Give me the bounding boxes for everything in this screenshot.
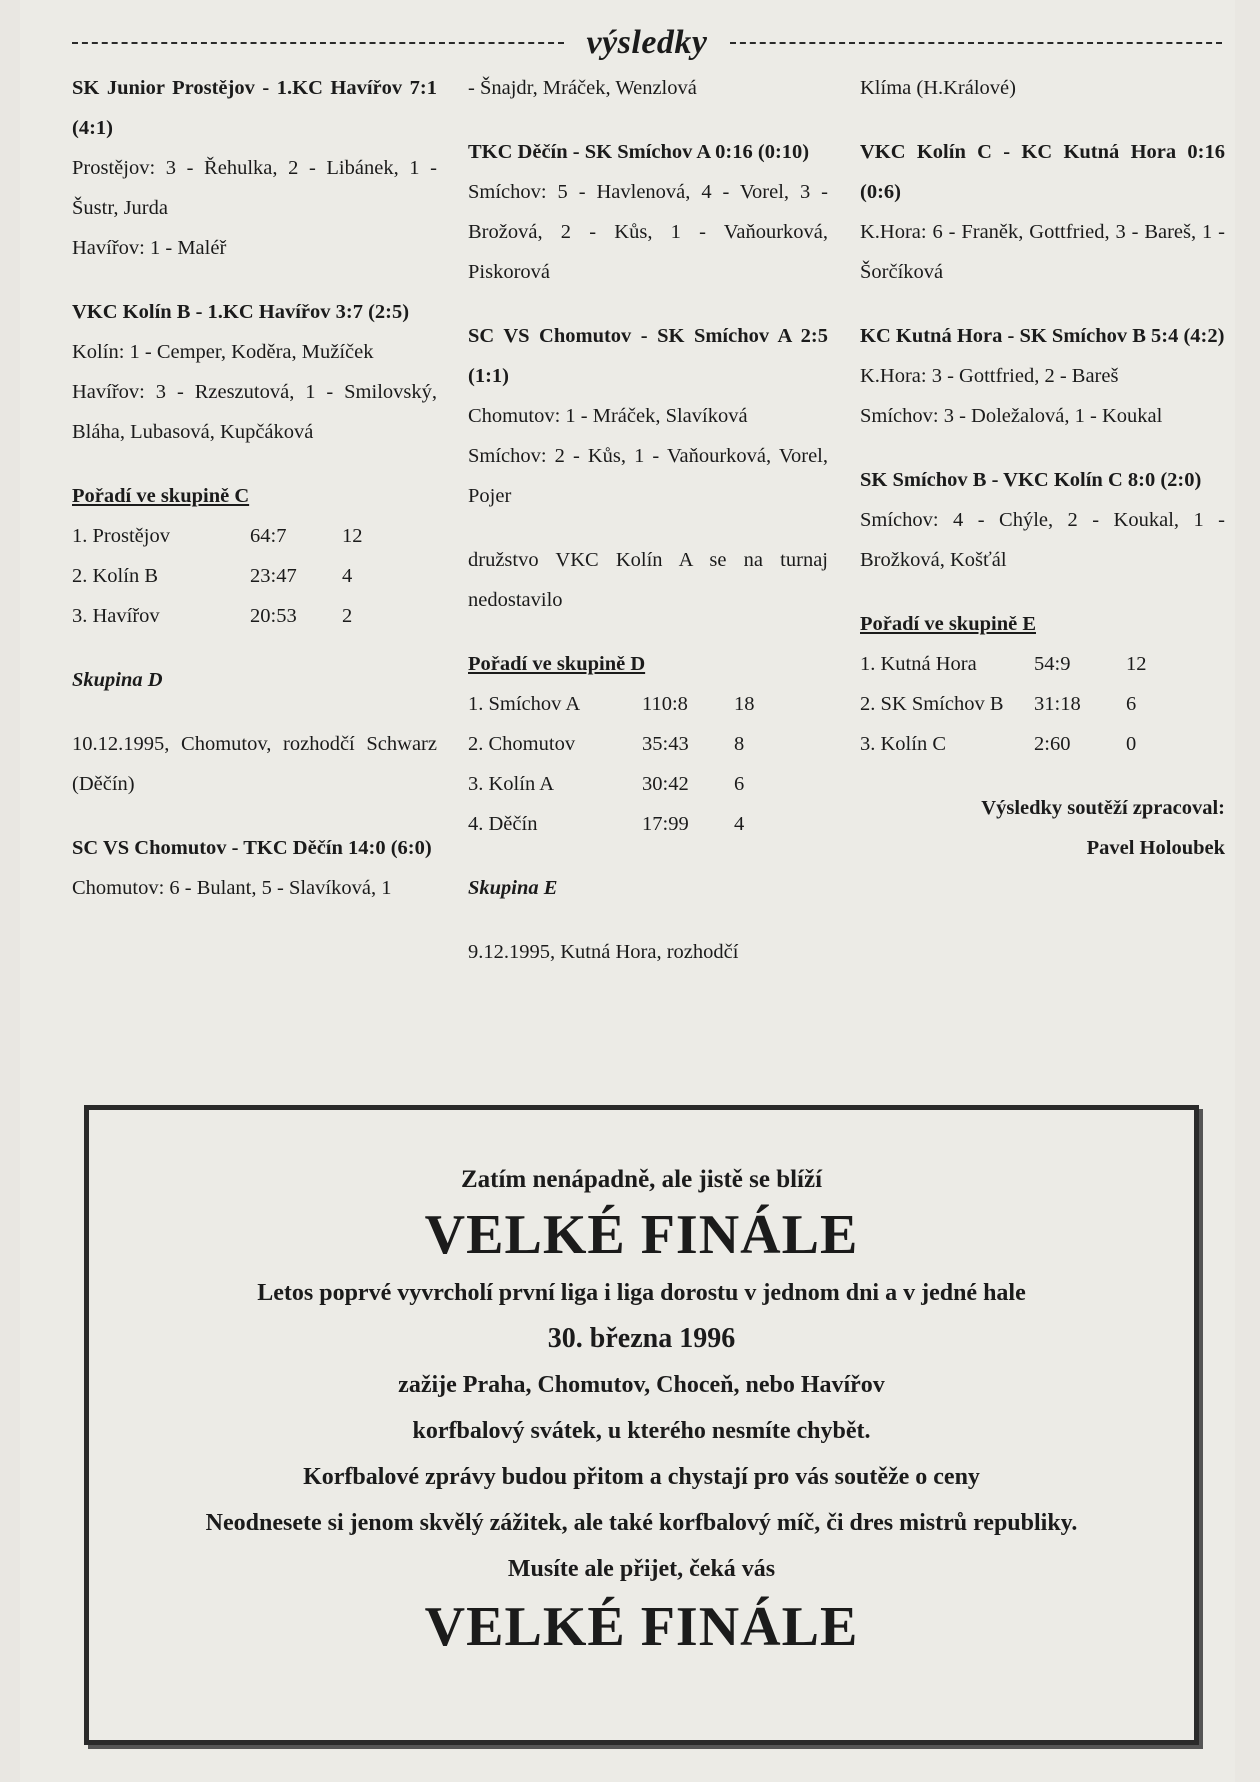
team-score: 17:99: [642, 813, 689, 835]
match-title: KC Kutná Hora - SK Smíchov B 5:4 (4:2): [860, 325, 1225, 347]
scorers-line: Kolín: 1 - Cemper, Koděra, Mužíček: [72, 341, 374, 363]
scorers-line: Smíchov: 4 - Chýle, 2 - Koukal, 1 - Brožková, Košťál: [860, 509, 1225, 571]
announcement-line: korfbalový svátek, u kterého nesmíte chybět.: [412, 1418, 871, 1444]
announcement-line: Korfbalové zprávy budou přitom a chystají pro vás soutěže o ceny: [303, 1464, 980, 1490]
team-score: 2:60: [1034, 733, 1071, 755]
scorers-line: Prostějov: 3 - Řehulka, 2 - Libánek, 1 - Šustr, Jurda: [72, 157, 437, 219]
scorers-line: - Šnajdr, Mráček, Wenzlová: [468, 77, 697, 99]
team-score: 31:18: [1034, 693, 1081, 715]
match-title: SC VS Chomutov - TKC Děčín 14:0 (6:0): [72, 837, 432, 859]
match-report: [860, 316, 1225, 436]
note-text: družstvo VKC Kolín A se na turnaj nedostavilo: [468, 549, 828, 611]
team-score: 20:53: [250, 605, 297, 627]
scorers-line: K.Hora: 6 - Franěk, Gottfried, 3 - Bareš, 1 - Šorčíková: [860, 221, 1225, 283]
team-name: 1. Kutná Hora: [860, 653, 977, 675]
column-3: [860, 68, 1225, 868]
spacer: [72, 700, 437, 724]
continued-text: [860, 68, 1225, 108]
announcement-line: Neodnesete si jenom skvělý zážitek, ale také korfbalový míč, či dres mistrů republiky.: [205, 1510, 1078, 1536]
standings-table: [860, 604, 1225, 764]
match-report: [468, 132, 828, 292]
credit-author: Pavel Holoubek: [1086, 837, 1225, 859]
column-2: [468, 68, 828, 996]
header-rule-left: [72, 42, 564, 44]
announcement-line: zažije Praha, Chomutov, Choceň, nebo Havířov: [398, 1372, 885, 1398]
match-title: VKC Kolín B - 1.KC Havířov 3:7 (2:5): [72, 301, 410, 323]
spacer: [468, 908, 828, 932]
match-report: [860, 132, 1225, 292]
standings-table: [72, 476, 437, 636]
standings-title: Pořadí ve skupině D: [468, 653, 646, 675]
team-points: 4: [342, 565, 353, 587]
standings-row: [72, 556, 437, 596]
scorers-line: Smíchov: 5 - Havlenová, 4 - Vorel, 3 - Brožová, 2 - Kůs, 1 - Vaňourková, Piskorová: [468, 181, 828, 283]
scorers-line: K.Hora: 3 - Gottfried, 2 - Bareš: [860, 365, 1119, 387]
group-info: 10.12.1995, Chomutov, rozhodčí Schwarz (Děčín): [72, 733, 437, 795]
team-points: 18: [734, 693, 755, 715]
match-title: VKC Kolín C - KC Kutná Hora 0:16 (0:6): [860, 141, 1225, 203]
scorers-line: Smíchov: 3 - Doležalová, 1 - Koukal: [860, 405, 1163, 427]
team-points: 4: [734, 813, 745, 835]
team-name: 2. Kolín B: [72, 565, 158, 587]
team-name: 4. Děčín: [468, 813, 538, 835]
standings-row: [72, 516, 437, 556]
standings-row: [468, 764, 828, 804]
team-points: 12: [1126, 653, 1147, 675]
team-score: 30:42: [642, 773, 689, 795]
standings-row: [468, 684, 828, 724]
team-score: 23:47: [250, 565, 297, 587]
announcement-line: Musíte ale přijet, čeká vás: [507, 1556, 776, 1582]
match-title: TKC Děčín - SK Smíchov A 0:16 (0:10): [468, 141, 810, 163]
team-score: 110:8: [642, 693, 688, 715]
final-announcement-box: [84, 1105, 1199, 1745]
announcement-intro: Zatím nenápadně, ale jistě se blíží: [460, 1166, 823, 1193]
scorers-line: Havířov: 3 - Rzeszutová, 1 - Smilovský, Bláha, Lubasová, Kupčáková: [72, 381, 437, 443]
team-name: 1. Prostějov: [72, 525, 170, 547]
team-name: 2. Chomutov: [468, 733, 576, 755]
match-title: SK Smíchov B - VKC Kolín C 8:0 (2:0): [860, 469, 1202, 491]
section-title: výsledky: [586, 24, 708, 61]
scorers-line: Chomutov: 1 - Mráček, Slavíková: [468, 405, 748, 427]
team-name: 3. Havířov: [72, 605, 160, 627]
team-name: 3. Kolín C: [860, 733, 946, 755]
standings-row: [468, 724, 828, 764]
announcement-headline: VELKÉ FINÁLE: [424, 1596, 859, 1658]
standings-row: [860, 684, 1225, 724]
scorers-line: Chomutov: 6 - Bulant, 5 - Slavíková, 1: [72, 877, 392, 899]
team-points: 6: [1126, 693, 1137, 715]
team-score: 64:7: [250, 525, 287, 547]
standings-row: [72, 596, 437, 636]
match-title: SC VS Chomutov - SK Smíchov A 2:5 (1:1): [468, 325, 828, 387]
standings-title: Pořadí ve skupině C: [72, 485, 250, 507]
standings-table: [468, 644, 828, 844]
group-block: [468, 868, 828, 972]
column-1: [72, 68, 437, 932]
group-title: Skupina D: [72, 669, 163, 691]
continued-text: [468, 68, 828, 108]
standings-row: [468, 804, 828, 844]
match-report: [468, 316, 828, 516]
team-name: 3. Kolín A: [468, 773, 554, 795]
header-rule-right: [730, 42, 1222, 44]
team-score: 35:43: [642, 733, 689, 755]
team-points: 6: [734, 773, 745, 795]
group-block: [72, 660, 437, 804]
match-report: [72, 828, 437, 908]
match-report: [72, 68, 437, 268]
note: [468, 540, 828, 620]
section-header: [72, 18, 1222, 68]
team-score: 54:9: [1034, 653, 1071, 675]
standings-row: [860, 724, 1225, 764]
page: [20, 0, 1235, 1782]
credit-label: Výsledky soutěží zpracoval:: [981, 797, 1225, 819]
scorers-line: Smíchov: 2 - Kůs, 1 - Vaňourková, Vorel, Pojer: [468, 445, 828, 507]
team-name: 2. SK Smíchov B: [860, 693, 1004, 715]
standings-row: [860, 644, 1225, 684]
match-title: SK Junior Prostějov - 1.KC Havířov 7:1 (4:1): [72, 77, 437, 139]
announcement-line: Letos poprvé vyvrcholí první liga i liga dorostu v jednom dni a v jedné hale: [257, 1280, 1026, 1306]
group-title: Skupina E: [468, 877, 558, 899]
team-points: 2: [342, 605, 353, 627]
team-points: 12: [342, 525, 363, 547]
group-info: 9.12.1995, Kutná Hora, rozhodčí: [468, 941, 739, 963]
team-name: 1. Smíchov A: [468, 693, 581, 715]
standings-title: Pořadí ve skupině E: [860, 613, 1036, 635]
team-points: 8: [734, 733, 745, 755]
referee-line: Klíma (H.Králové): [860, 77, 1016, 99]
announcement-headline: VELKÉ FINÁLE: [424, 1204, 859, 1266]
announcement-date: 30. března 1996: [547, 1323, 736, 1354]
team-points: 0: [1126, 733, 1137, 755]
scorers-line: Havířov: 1 - Maléř: [72, 237, 227, 259]
match-report: [860, 460, 1225, 580]
match-report: [72, 292, 437, 452]
